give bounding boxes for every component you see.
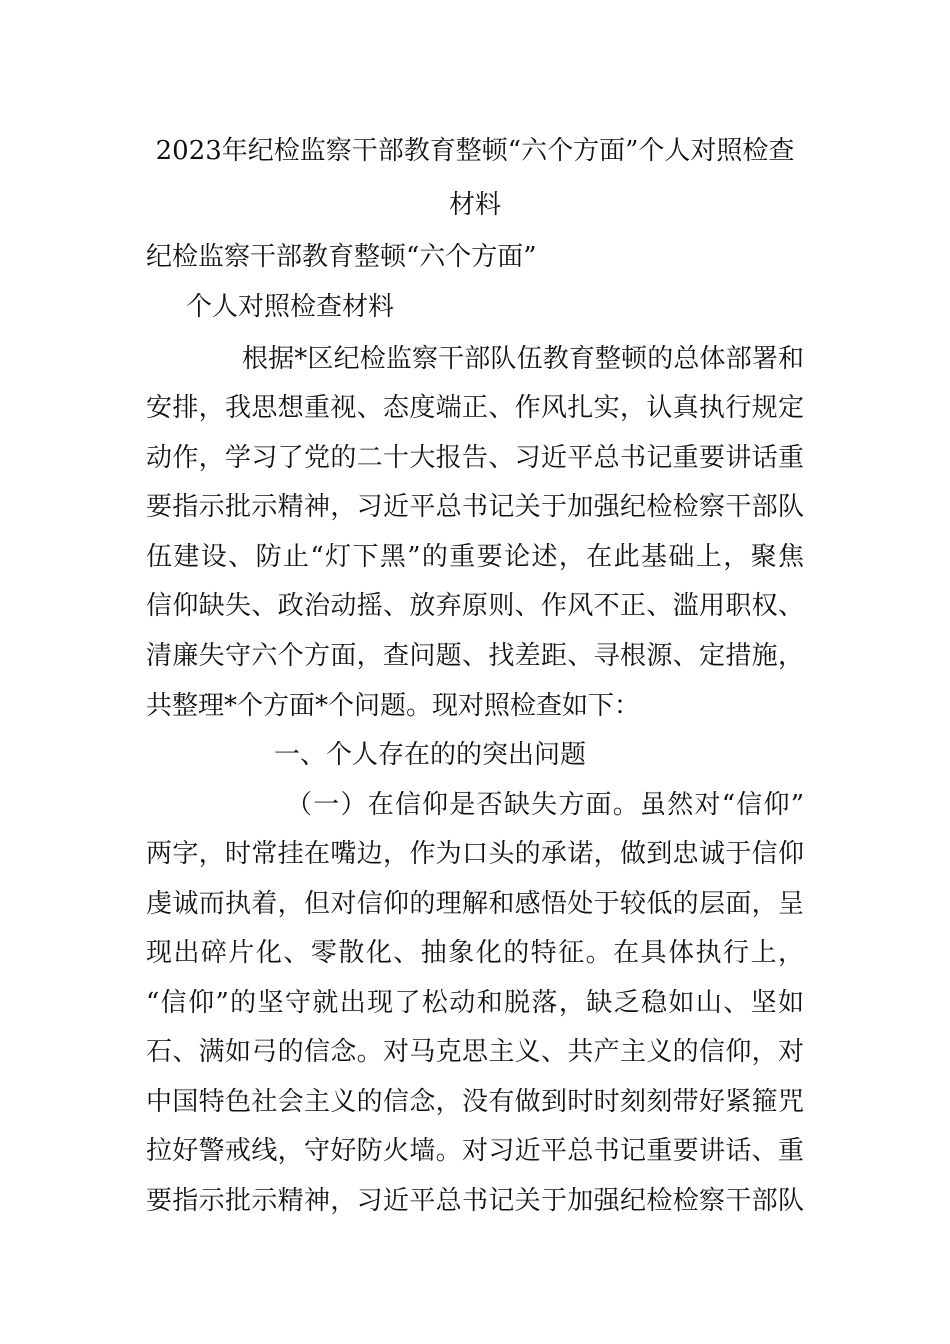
intro-line-3: 动作，学习了党的二十大报告、习近平总书记重要讲话重 (146, 443, 804, 473)
intro-line-4: 要指示批示精神，习近平总书记关于加强纪检检察干部队 (146, 492, 804, 522)
section-one-line-5: “信仰”的坚守就出现了松动和脱落，缺乏稳如山、坚如 (146, 988, 804, 1018)
intro-line-1: 根据*区纪检监察干部队伍教育整顿的总体部署和 (242, 344, 804, 374)
intro-line-7: 清廉失守六个方面，查问题、找差距、寻根源、定措施， (146, 641, 804, 671)
section-one-line-2: 两字，时常挂在嘴边，作为口头的承诺，做到忠诚于信仰 (146, 839, 804, 869)
intro-line-2: 安排，我思想重视、态度端正、作风扎实，认真执行规定 (146, 393, 804, 423)
section-one-line-6: 石、满如弓的信念。对马克思主义、共产主义的信仰，对 (146, 1037, 804, 1067)
section-one-line-8: 拉好警戒线，守好防火墙。对习近平总书记重要讲话、重 (146, 1136, 804, 1166)
section-one-line-7: 中国特色社会主义的信念，没有做到时时刻刻带好紧箍咒 (146, 1087, 804, 1117)
intro-line-5: 伍建设、防止“灯下黑”的重要论述，在此基础上，聚焦 (146, 542, 804, 572)
section-one-line-1: （一）在信仰是否缺失方面。虽然对“信仰” (286, 790, 804, 820)
intro-line-8: 共整理*个方面*个问题。现对照检查如下： (146, 691, 641, 721)
section-one-line-9: 要指示批示精神，习近平总书记关于加强纪检检察干部队 (146, 1186, 804, 1216)
document-title-line-2: 材料 (448, 190, 501, 220)
section-heading: 一、个人存在的的突出问题 (274, 740, 587, 770)
intro-line-6: 信仰缺失、政治动摇、放弃原则、作风不正、滥用职权、 (146, 591, 804, 621)
subtitle-line-1: 纪检监察干部教育整顿“六个方面” (146, 242, 537, 272)
subtitle-line-2: 个人对照检查材料 (186, 292, 395, 322)
section-one-line-3: 虔诚而执着，但对信仰的理解和感悟处于较低的层面，呈 (146, 889, 804, 919)
section-one-line-4: 现出碎片化、零散化、抽象化的特征。在具体执行上， (146, 938, 804, 968)
document-title-line-1: 2023年纪检监察干部教育整顿“六个方面”个人对照检查 (155, 136, 795, 166)
